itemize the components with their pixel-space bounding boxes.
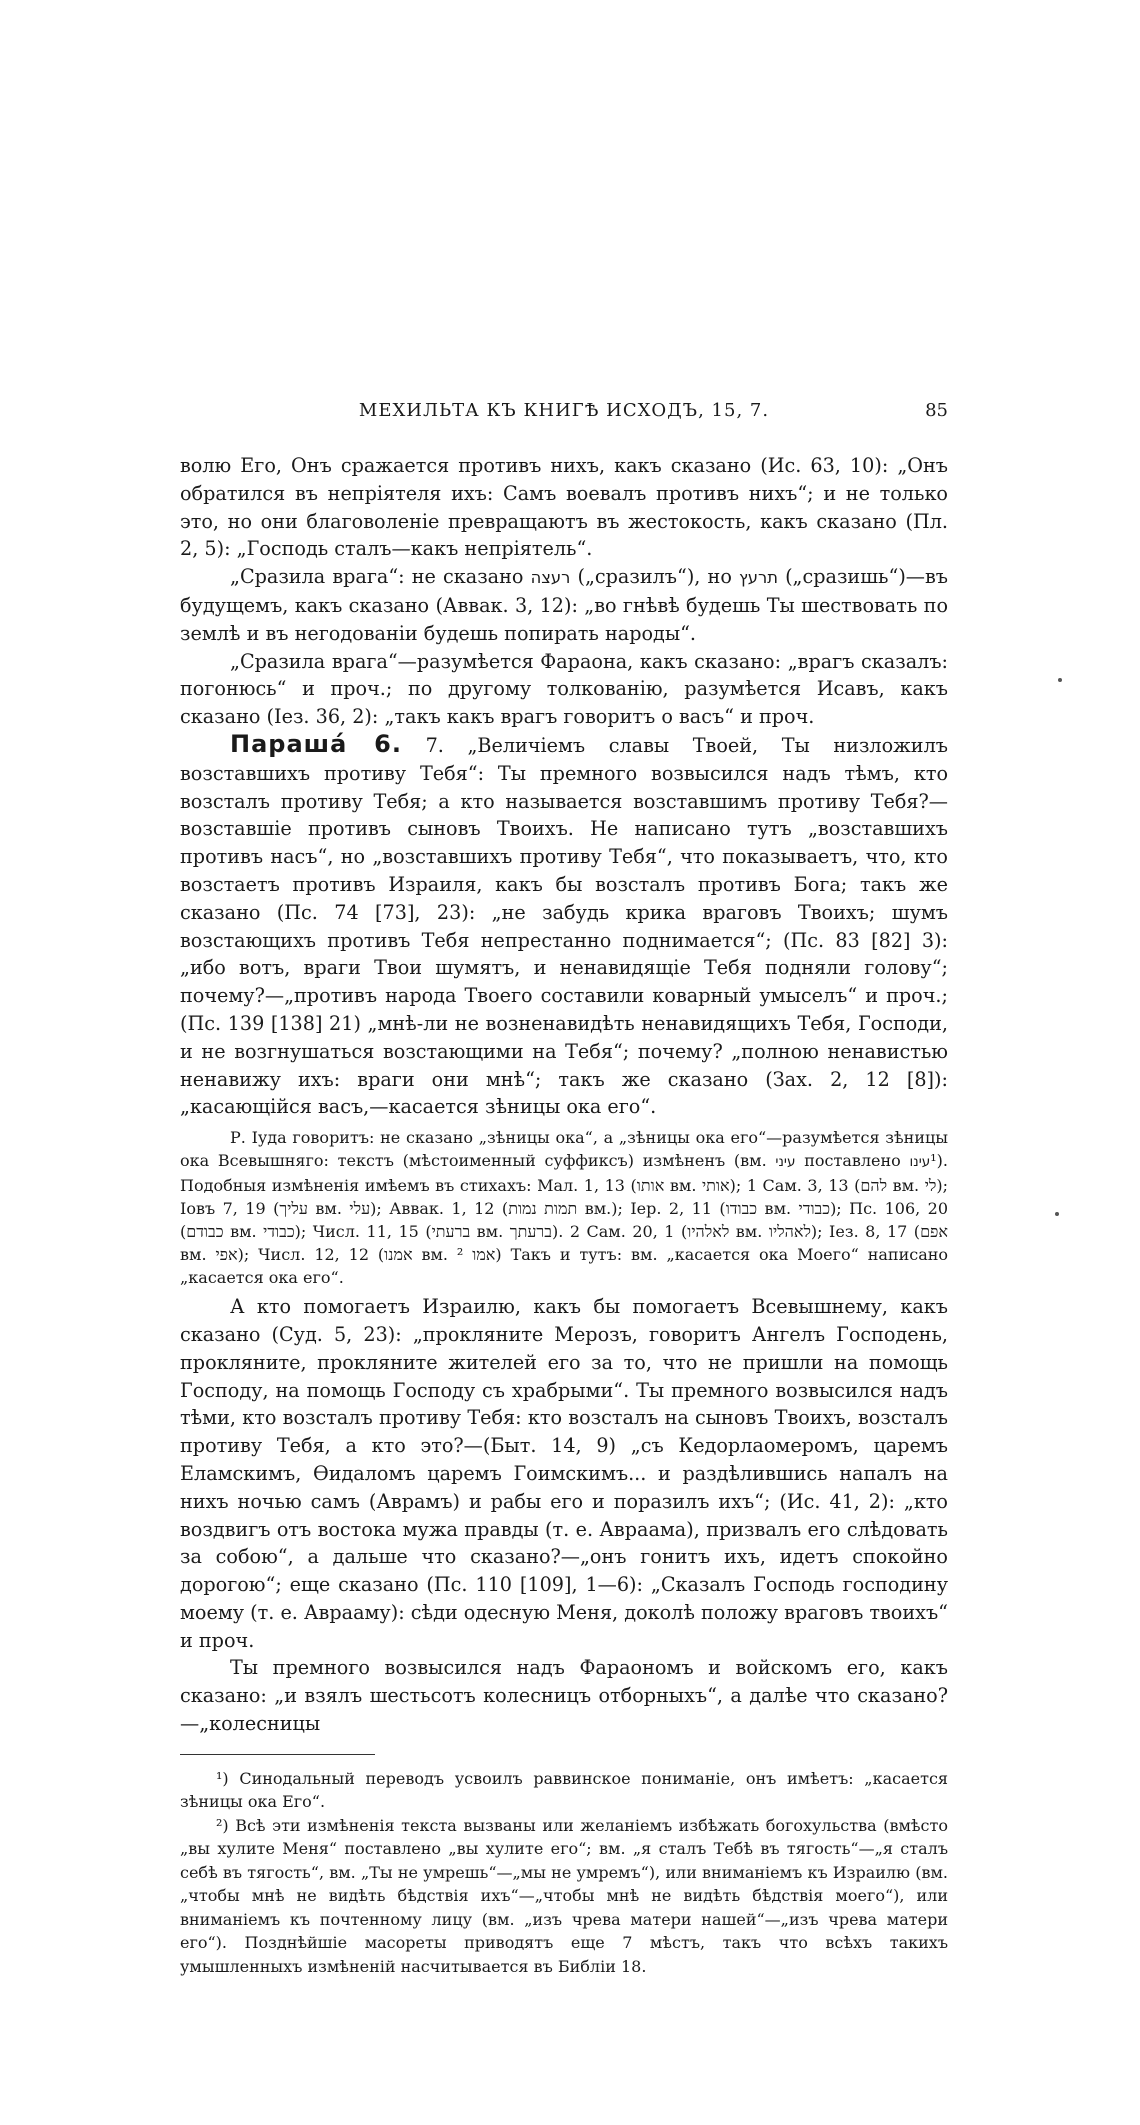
paragraph: Ты премного возвысился надъ Фараономъ и войскомъ его, какъ сказано: „и взялъ шестьсотъ колесницъ отборныхъ“, а далѣе что сказано?—„колесницы: [180, 1656, 948, 1736]
running-title: МЕХИЛЬТА КЪ КНИГѢ ИСХОДЪ, 15, 7.: [358, 400, 770, 421]
section-heading: Параша́ 6.: [230, 729, 402, 758]
text-run: поставлено: [795, 1151, 910, 1171]
hebrew-word: עיני: [775, 1154, 796, 1171]
page-number: 85: [925, 400, 948, 421]
paragraph: [180, 563, 948, 647]
text-run: („сразишь“)—въ будущемъ, какъ сказано (Аввак. 3, 12): „во гнѣвѣ будешь Ты шествовать по землѣ и въ негодованіи будешь попирать народы“.: [180, 565, 949, 645]
commentary-note: [180, 1126, 948, 1289]
margin-speck: [1055, 1212, 1059, 1216]
paragraph: „Сразила врага“—разумѣется Фараона, какъ сказано: „врагъ сказалъ: погонюсь“ и проч.; по другому толкованію, разумѣется Исавъ, какъ сказано (Іез. 36, 2): „такъ какъ врагъ говоритъ о васъ“ и проч.: [180, 649, 948, 729]
hebrew-word: עינו: [909, 1154, 931, 1171]
paragraph: [180, 731, 948, 1121]
footnotes: [180, 1767, 948, 1979]
text-run: 7. „Величіемъ славы Твоей, Ты низложилъ возставшихъ противу Тебя“: Ты премного возвысился надъ тѣмъ, кто возсталъ противу Тебя; а кто называется возставшимъ противу Тебя?—возставшіе противъ сыновъ Твоихъ. Не написано тутъ „возставшихъ противъ насъ“, но „возставшихъ противу Тебя“, что показываетъ, что, кто возстаетъ противъ Израиля, какъ бы возсталъ противъ Бога; такъ же сказано (Пс. 74 [73], 23): „не забудь крика враговъ Твоихъ; шумъ возстающихъ противъ Тебя непрестанно поднимается“; (Пс. 83 [82] 3): „ибо вотъ, враги Твои шумятъ, и ненавидящіе Тебя подняли голову“; почему?—„противъ народа Твоего составили коварный умыселъ“ и проч.; (Пс. 139 [138] 21) „мнѣ-ли не возненавидѣть ненавидящихъ Тебя, Господи, и не возгнушаться возстающими на Тебя“; почему? „полною ненавистью ненавижу ихъ: враги они мнѣ“; такъ же сказано (Зах. 2, 12 [8]): „касающійся васъ,—касается зѣницы ока его“.: [180, 733, 948, 1119]
paragraph: волю Его, Онъ сражается противъ нихъ, какъ сказано (Ис. 63, 10): „Онъ обратился въ непріятеля ихъ: Самъ воевалъ противъ нихъ“; и не только это, но они благоволеніе превращаютъ въ жестокость, какъ сказано (Пл. 2, 5): „Господь сталъ—какъ непріятель“.: [180, 454, 948, 561]
footnote-divider: [180, 1754, 375, 1755]
hebrew-word: רעצה: [530, 568, 571, 588]
hebrew-word: תרעץ: [739, 568, 778, 588]
text-run: Р. Іуда говоритъ: не сказано „зѣницы ока“, а „зѣницы ока его“—разумѣется зѣницы ока Всевышняго: текстъ (мѣстоименный суффиксъ) измѣненъ (вм.: [180, 1128, 948, 1171]
text-run: ¹). Подобныя измѣненія имѣемъ въ стихахъ: Мал. 1, 13 (אותו вм. אותי); 1 Сам. 3, 13 (להם вм. לי); Іовъ 7, 19 (עליך вм. עלי); Аввак. 1, 12 (תמות נמות вм.); Іер. 2, 11 (כבודו вм. כבודי); Пс. 106, 20 (כבודם вм. כבודי); Числ. 11, 15 (ברעתי вм. ברעתך). 2 Сам. 20, 1 (לאלהיו вм. לאהליו); Іез. 8, 17 (אפם вм. אפי); Числ. 12, 12 (אמנו вм. אמו ²) Такъ и тутъ: вм. „касается ока Моего“ написано „касается ока его“.: [180, 1151, 949, 1288]
footnote: ¹) Синодальный переводъ усвоилъ раввинское пониманіе, онъ имѣетъ: „касается зѣницы ока Его“.: [180, 1768, 948, 1812]
margin-speck: [1058, 678, 1062, 682]
main-text: [180, 452, 948, 1978]
text-run: („сразилъ“), но: [570, 565, 739, 589]
footnote: ²) Всѣ эти измѣненія текста вызваны или желаніемъ избѣжать богохульства (вмѣсто „вы хулите Меня“ поставлено „вы хулите его“; вм. „я сталъ Тебѣ въ тягость“—„я сталъ себѣ въ тягость“, вм. „Ты не умрешь“—„мы не умремъ“), или вниманіемъ къ Израилю (вм. „чтобы мнѣ не видѣть бѣдствія ихъ“—„чтобы мнѣ не видѣть бѣдствія моего“), или вниманіемъ къ почтенному лицу (вм. „изъ чрева матери нашей“—„изъ чрева матери его“). Позднѣйшіе масореты приводятъ еще 7 мѣстъ, такъ что всѣхъ такихъ умышленныхъ измѣненій насчитывается въ Библіи 18.: [180, 1815, 948, 1976]
running-header: [180, 400, 948, 436]
text-run: „Сразила врага“: не сказано: [230, 565, 531, 589]
paragraph: А кто помогаетъ Израилю, какъ бы помогаетъ Всевышнему, какъ сказано (Суд. 5, 23): „прокляните Мерозъ, говоритъ Ангелъ Господень, прокляните, прокляните жителей его за то, что не пришли на помощь Господу, на помощь Господу съ храбрыми“. Ты премного возвысился надъ тѣми, кто возсталъ противу Тебя: кто возсталъ на сыновъ Твоихъ, возсталъ противу Тебя, а кто это?—(Быт. 14, 9) „съ Кедорлаомеромъ, царемъ Еламскимъ, Ѳидаломъ царемъ Гоимскимъ... и раздѣлившись напалъ на нихъ ночью самъ (Аврамъ) и рабы его и поразилъ ихъ“; (Ис. 41, 2): „кто воздвигъ отъ востока мужа правды (т. е. Авраама), призвалъ его слѣдовать за собою“, а дальше что сказано?—„онъ гонитъ ихъ, идетъ спокойно дорогою“; еще сказано (Пс. 110 [109], 1—6): „Сказалъ Господь господину моему (т. е. Аврааму): сѣди одесную Меня, доколѣ положу враговъ твоихъ“ и проч.: [180, 1295, 948, 1652]
